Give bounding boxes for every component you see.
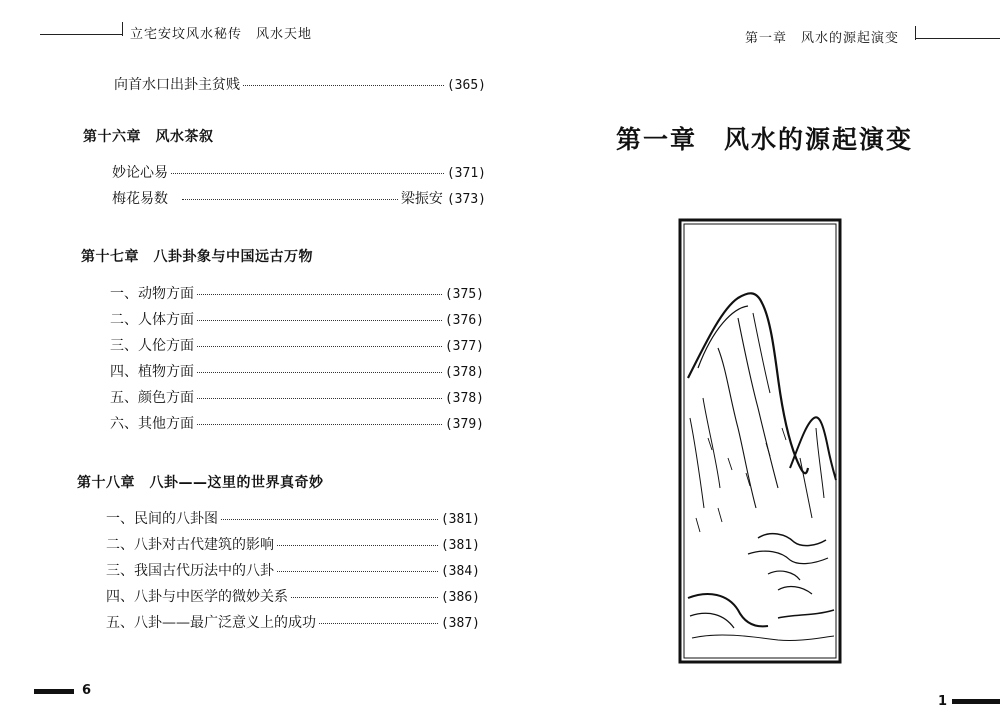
header-rule (915, 38, 1000, 39)
right-page (500, 0, 1000, 708)
toc-entry (114, 74, 486, 94)
chapter-title: 第一章 风水的源起演变 (616, 125, 914, 154)
toc-entry-page: (377) (444, 339, 484, 354)
leader-dots (197, 372, 442, 373)
toc-entry-label: 三、人伦方面 (110, 338, 194, 354)
toc-entry-label: 梅花易数 (112, 191, 168, 207)
toc-entry (112, 188, 486, 208)
leader-dots (197, 424, 442, 425)
footer-bar (34, 689, 74, 694)
leader-dots (319, 623, 438, 624)
toc-entry-author: 梁振安 (400, 191, 443, 207)
leader-dots (221, 519, 438, 520)
toc-entry-page: (371) (446, 166, 486, 181)
toc-entry (110, 283, 484, 303)
toc-entry (106, 612, 480, 632)
toc-entry (110, 309, 484, 329)
toc-entry-label: 四、八卦与中医学的微妙关系 (106, 589, 288, 605)
toc-entry-page: (378) (444, 391, 484, 406)
toc-entry-label: 一、动物方面 (110, 286, 194, 302)
page-number: 6 (82, 683, 92, 698)
leader-dots (197, 294, 442, 295)
leader-dots (277, 571, 438, 572)
toc-entry (106, 586, 480, 606)
right-running-header: 第一章 风水的源起演变 (745, 31, 900, 46)
toc-entry-page: (378) (444, 365, 484, 380)
toc-entry (110, 335, 484, 355)
left-page (0, 0, 500, 708)
toc-entry-label: 六、其他方面 (110, 416, 194, 432)
toc-entry (110, 361, 484, 381)
chapter-heading: 第十六章 风水茶叙 (83, 129, 214, 145)
toc-entry-page: (365) (446, 78, 486, 93)
leader-dots (291, 597, 438, 598)
chapter-heading: 第十八章 八卦——这里的世界真奇妙 (77, 475, 324, 491)
toc-entry (106, 560, 480, 580)
toc-entry-label: 一、民间的八卦图 (106, 511, 218, 527)
toc-entry-page: (375) (444, 287, 484, 302)
left-running-header: 立宅安坟风水秘传 风水天地 (130, 27, 313, 42)
leader-dots (197, 398, 442, 399)
toc-entry (106, 534, 480, 554)
toc-entry-label: 三、我国古代历法中的八卦 (106, 563, 274, 579)
leader-dots (197, 320, 442, 321)
header-rule-tick (122, 22, 123, 36)
toc-entry (112, 162, 486, 182)
toc-entry-page: (376) (444, 313, 484, 328)
toc-entry-label: 向首水口出卦主贫贱 (114, 77, 240, 93)
toc-entry-label: 五、颜色方面 (110, 390, 194, 406)
toc-entry-label: 四、植物方面 (110, 364, 194, 380)
header-rule (40, 34, 122, 35)
leader-dots (243, 85, 444, 86)
toc-entry-label: 二、人体方面 (110, 312, 194, 328)
page-number: 1 (938, 694, 948, 709)
toc-entry (110, 413, 484, 433)
toc-entry-label: 二、八卦对古代建筑的影响 (106, 537, 274, 553)
leader-dots (277, 545, 438, 546)
toc-entry-page: (373) (446, 192, 486, 207)
toc-entry (106, 508, 480, 528)
chapter-heading: 第十七章 八卦卦象与中国远古万物 (81, 249, 313, 265)
toc-entry-page: (381) (440, 512, 480, 527)
leader-dots (171, 173, 444, 174)
leader-dots (182, 199, 398, 200)
landscape-mountain-illustration (678, 218, 842, 664)
footer-bar (952, 699, 1000, 704)
toc-entry-page: (386) (440, 590, 480, 605)
toc-entry-page: (381) (440, 538, 480, 553)
toc-entry (110, 387, 484, 407)
toc-entry-page: (379) (444, 417, 484, 432)
toc-entry-page: (384) (440, 564, 480, 579)
toc-entry-page: (387) (440, 616, 480, 631)
toc-entry-label: 五、八卦——最广泛意义上的成功 (106, 615, 316, 631)
leader-dots (197, 346, 442, 347)
toc-entry-label: 妙论心易 (112, 165, 168, 181)
